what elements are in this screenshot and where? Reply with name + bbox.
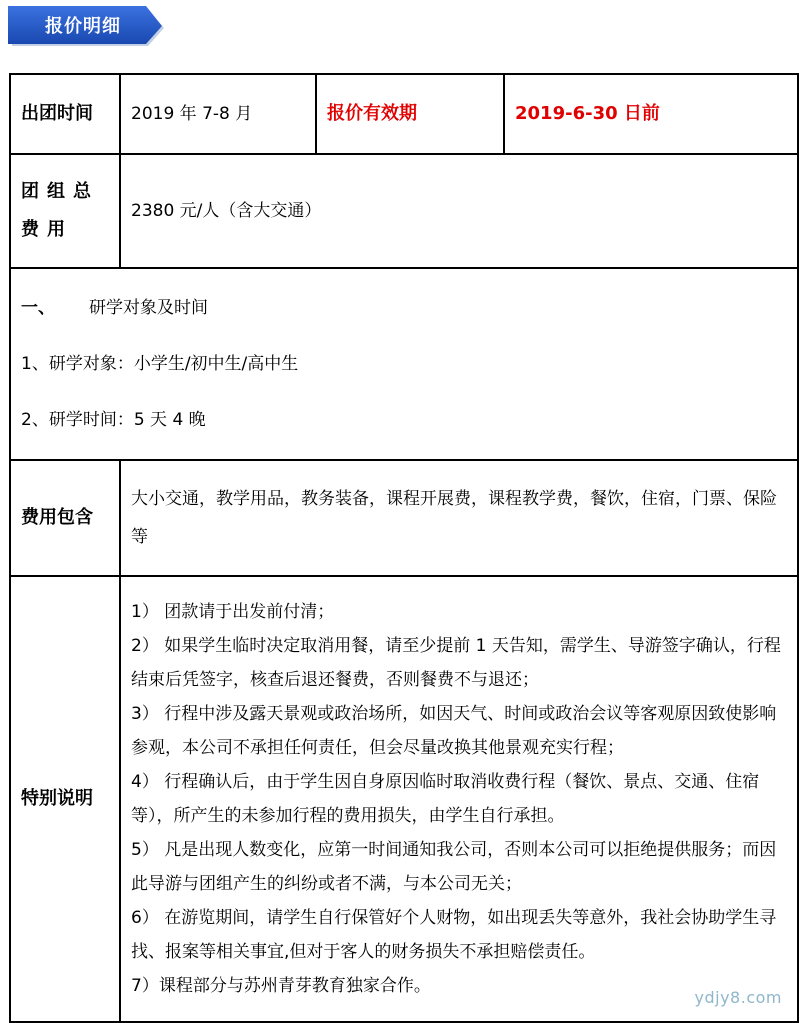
total-cost-label: 团组总费用 <box>10 154 120 268</box>
note-item: 1） 团款请于出发前付清； <box>131 602 335 622</box>
note-item: 5） 凡是出现人数变化，应第一时间通知我公司，否则本公司可以拒绝提供服务；而因此导游与团组产生的纠纷或者不满，与本公司无关； <box>131 840 777 894</box>
study-duration: 2、研学时间：5 天 4 晚 <box>21 410 206 430</box>
depart-time-value: 2019 年 7-8 月 <box>120 74 316 154</box>
special-notes-list <box>120 576 798 1022</box>
study-target: 1、研学对象：小学生/初中生/高中生 <box>21 354 299 374</box>
validity-label: 报价有效期 <box>316 74 504 154</box>
banner-title: 报价明细 <box>45 16 121 37</box>
row-depart-time <box>10 74 798 154</box>
fee-includes-label: 费用包含 <box>10 460 120 576</box>
section-heading-number: 一、 <box>21 298 55 318</box>
fee-includes-value: 大小交通，教学用品，教务装备，课程开展费，课程教学费，餐饮，住宿，门票、保险等 <box>120 460 798 576</box>
watermark: ydjy8.com <box>694 988 782 1007</box>
special-notes-label: 特别说明 <box>10 576 120 1022</box>
row-total-cost <box>10 154 798 268</box>
section-banner <box>8 6 168 48</box>
study-section <box>10 268 798 460</box>
row-study-section <box>10 268 798 460</box>
note-item: 6） 在游览期间，请学生自行保管好个人财物，如出现丢失等意外，我社会协助学生寻找、报案等相关事宜,但对于客人的财务损失不承担赔偿责任。 <box>131 908 777 962</box>
quote-table <box>9 73 799 1023</box>
note-item: 7）课程部分与苏州青芽教育独家合作。 <box>131 976 431 996</box>
depart-time-label: 出团时间 <box>10 74 120 154</box>
row-special-notes <box>10 576 798 1022</box>
section-heading-text: 研学对象及时间 <box>89 298 208 318</box>
validity-value: 2019-6-30 日前 <box>504 74 798 154</box>
row-fee-includes <box>10 460 798 576</box>
total-cost-value: 2380 元/人（含大交通） <box>120 154 798 268</box>
note-item: 2） 如果学生临时决定取消用餐，请至少提前 1 天告知，需学生、导游签字确认，行程结束后凭签字，核查后退还餐费，否则餐费不与退还； <box>131 636 781 690</box>
section-heading <box>21 280 787 336</box>
note-item: 3） 行程中涉及露天景观或政治场所，如因天气、时间或政治会议等客观原因致使影响参观，本公司不承担任何责任，但会尽量改换其他景观充实行程； <box>131 704 777 758</box>
note-item: 4） 行程确认后，由于学生因自身原因临时取消收费行程（餐饮、景点、交通、住宿等），所产生的未参加行程的费用损失，由学生自行承担。 <box>131 772 760 826</box>
